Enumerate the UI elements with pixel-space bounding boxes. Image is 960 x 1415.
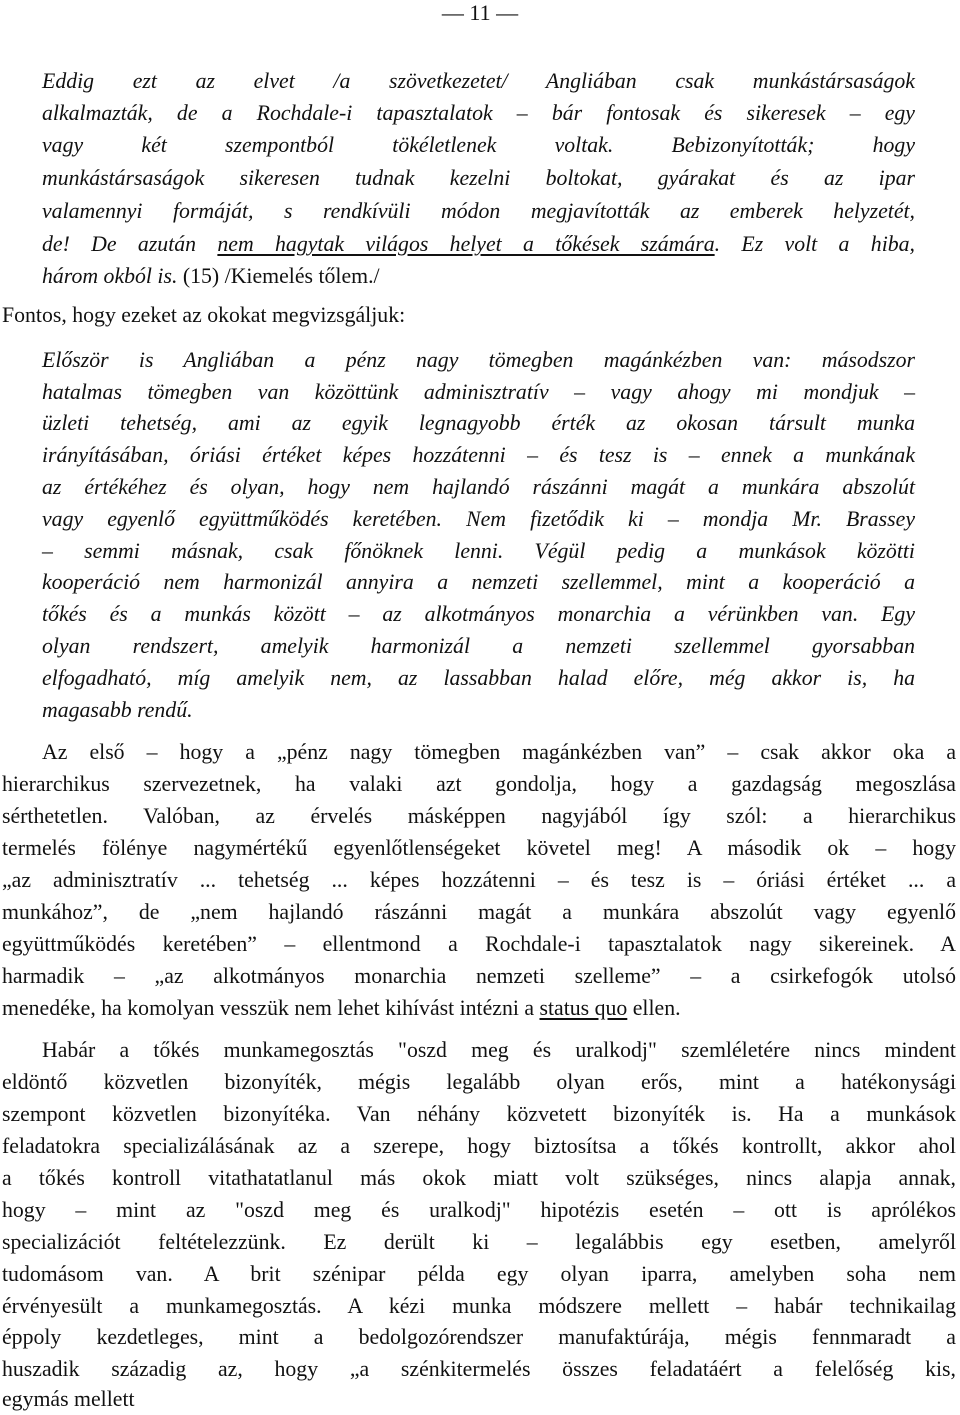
underlined-text: nem hagytak világos helyet a tőkések számára bbox=[217, 232, 715, 256]
quote-line: valamennyi formáját, s rendkívüli módon megjavították az emberek helyzetét, bbox=[42, 199, 915, 223]
paragraph-line: feladatokra specializálásának az a szerepe, hogy biztosítsa a tőkés kontrollt, akkor ahol bbox=[2, 1134, 956, 1158]
quote-line: magasabb rendű. bbox=[42, 698, 193, 722]
paragraph-line: specializációt feltételezzünk. Ez derült ki – legalábbis egy esetben, amelyről bbox=[2, 1230, 956, 1254]
paragraph-line: tudomásom van. A brit szénipar példa egy olyan iparra, amelyben soha nem bbox=[2, 1262, 956, 1286]
paragraph-line: eldöntő közvetlen bizonyíték, mégis legalább olyan erős, mint a hatékonysági bbox=[2, 1070, 956, 1094]
paragraph-line: éppoly kezdetleges, mint a bedolgozórendszer manufaktúrája, mégis fennmaradt a bbox=[2, 1325, 956, 1349]
paragraph-line: sérthetetlen. Valóban, az érvelés másképpen nagyjából így szól: a hierarchikus bbox=[2, 804, 956, 828]
quote-line: az értékéhez és olyan, hogy nem hajlandó rászánni magát a munkára abszolút bbox=[42, 475, 915, 499]
paragraph-line: munkához”, de „nem hajlandó rászánni magát a munkára abszolút vagy egyenlő bbox=[2, 900, 956, 924]
quote-line: vagy egyenlő együttműködés keretében. Nem fizetődik ki – mondja Mr. Brassey bbox=[42, 507, 915, 531]
paragraph-line: Az első – hogy a „pénz nagy tömegben magánkézben van” – csak akkor oka a bbox=[42, 740, 956, 764]
paragraph-line: egymás mellett bbox=[2, 1387, 135, 1411]
underlined-text: status quo bbox=[539, 996, 628, 1020]
quote-line-citation: három okból is. (15) /Kiemelés tőlem./ bbox=[42, 264, 380, 288]
paragraph-line: harmadik – „az alkotmányos monarchia nemzeti szelleme” – a csirkefogók utolsó bbox=[2, 964, 956, 988]
quote-line: – semmi másnak, csak főnöknek lenni. Végül pedig a munkások közötti bbox=[42, 539, 915, 563]
quote-line: munkástársaságok sikeresen tudnak kezelni boltokat, gyárakat és az ipar bbox=[42, 166, 915, 190]
quote-line: hatalmas tömegben van közöttünk adminisztratív – vagy ahogy mi mondjuk – bbox=[42, 380, 915, 404]
quote-line: irányításában, óriási értéket képes hozzátenni – és tesz is – ennek a munkának bbox=[42, 443, 915, 467]
quote-line: Eddig ezt az elvet /a szövetkezetet/ Angliában csak munkástársaságok bbox=[42, 69, 915, 93]
paragraph-line: termelés fölénye nagymértékű egyenlőtlenségeket követel meg! A második ok – hogy bbox=[2, 836, 956, 860]
paragraph-line: huszadik századig az, hogy „a szénkitermelés összes feladatáért a felelőség kis, bbox=[2, 1357, 956, 1381]
paragraph-line: érvényesült a munkamegosztás. A kézi munka módszere mellett – habár technikailag bbox=[2, 1294, 956, 1318]
paragraph-line: menedéke, ha komolyan vesszük nem lehet kihívást intézni a status quo ellen. bbox=[2, 996, 681, 1020]
quote-line: Először is Angliában a pénz nagy tömegben magánkézben van: másodszor bbox=[42, 348, 915, 372]
upright-text: (15) /Kiemelés tőlem./ bbox=[182, 264, 380, 288]
quote-line: elfogadható, míg amelyik nem, az lassabban halad előre, még akkor is, ha bbox=[42, 666, 915, 690]
paragraph-line: Habár a tőkés munkamegosztás "oszd meg és uralkodj" szemléletére nincs mindent bbox=[42, 1038, 956, 1062]
intro-line: Fontos, hogy ezeket az okokat megvizsgáljuk: bbox=[2, 303, 406, 327]
paragraph-line: „az adminisztratív ... tehetség ... képes hozzátenni – és tesz is – óriási értéket ... a bbox=[2, 868, 956, 892]
paragraph-line: a tőkés kontroll vitathatatlanul más okok miatt volt szükséges, nincs alapja annak, bbox=[2, 1166, 956, 1190]
paragraph-line: hierarchikus szervezetnek, ha valaki azt gondolja, hogy a gazdagság megoszlása bbox=[2, 772, 956, 796]
quote-line: üzleti tehetség, ami az egyik legnagyobb érték az okosan társult munka bbox=[42, 411, 915, 435]
quote-line: alkalmazták, de a Rochdale-i tapasztalatok – bár fontosak és sikeresek – egy bbox=[42, 101, 915, 125]
paragraph-line: együttműködés keretében” – ellentmond a Rochdale-i tapasztalatok nagy sikereinek. A bbox=[2, 932, 956, 956]
quote-line: tőkés és a munkás között – az alkotmányos monarchia a vérünkben van. Egy bbox=[42, 602, 915, 626]
quote-line: kooperáció nem harmonizál annyira a nemzeti szellemmel, mint a kooperáció a bbox=[42, 570, 915, 594]
paragraph-line: hogy – mint az "oszd meg és uralkodj" hipotézis esetén – ott is aprólékos bbox=[2, 1198, 956, 1222]
quote-line: olyan rendszert, amelyik harmonizál a nemzeti szellemmel gyorsabban bbox=[42, 634, 915, 658]
quote-line: vagy két szempontból tökéletlenek voltak. Bebizonyították; hogy bbox=[42, 133, 915, 157]
quote-line-emphasis: de! De azután nem hagytak világos helyet a tőkések számára. Ez volt a hiba, bbox=[42, 232, 915, 256]
paragraph-line: szempont közvetlen bizonyítéka. Van néhány közvetett bizonyíték is. Ha a munkások bbox=[2, 1102, 956, 1126]
page-number: — 11 — bbox=[441, 0, 519, 25]
